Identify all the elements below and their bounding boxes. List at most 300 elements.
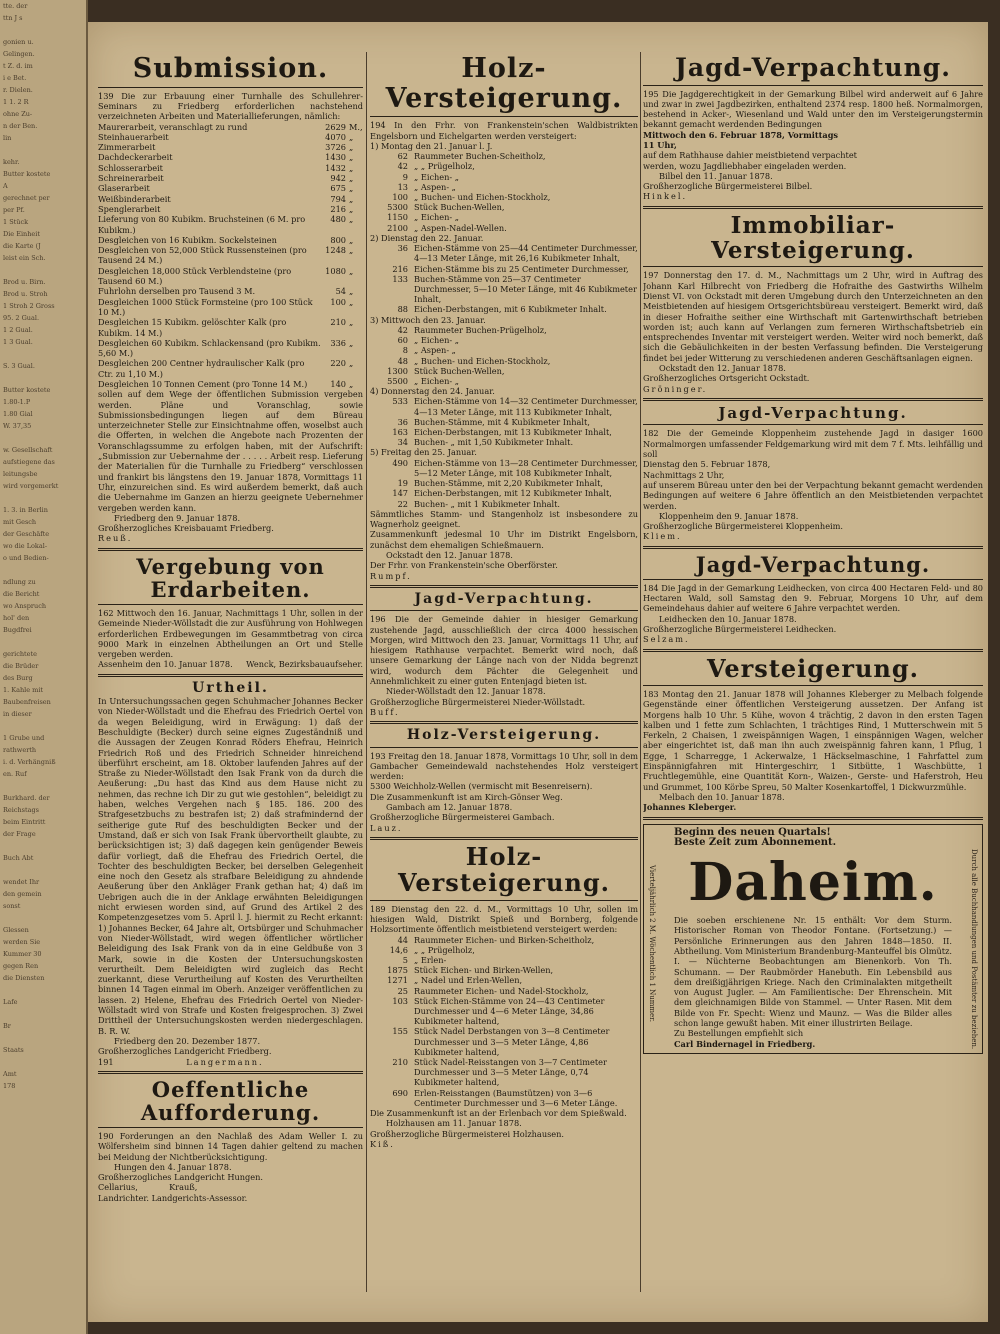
column-1 xyxy=(98,22,363,1322)
list-item-quantity: 533 xyxy=(392,396,408,407)
left-page-fragment: 1.80 Gial xyxy=(3,410,33,418)
submission-item-value: 480 xyxy=(330,214,346,225)
left-page-fragment: per Pf. xyxy=(3,206,25,214)
aufforderung-dateline: Hungen den 4. Januar 1878. xyxy=(114,1161,232,1172)
list-item xyxy=(370,396,638,416)
submission-item-unit: „ xyxy=(349,203,354,214)
list-item-description: „ Nadel und Erlen-Wellen, xyxy=(414,975,523,986)
list-item-description: „ Eichen- „ xyxy=(414,335,460,346)
left-page-fragment xyxy=(0,984,86,996)
list-item-description: Buchen-Stämme, mit 4 Kubikmeter Inhalt, xyxy=(414,416,590,427)
left-page-fragment: der Frage xyxy=(3,830,36,838)
holz1-list-5 xyxy=(370,458,638,509)
list-item xyxy=(370,192,638,202)
list-item-quantity: 216 xyxy=(392,263,408,274)
left-page-fragment: Bugdfrei xyxy=(3,626,32,634)
jagd3-body: 184 Die Jagd in der Gemarkung Leidhecken, von circa 400 Hectaren Feld- und 80 Hectaren Wald, soll Samstag den 9. Februar, Morgens 10 Uhr, auf dem Gemeindehaus dahier auf weitere 6 Jahre verpachtet werden. xyxy=(643,582,983,614)
left-page-fragment: S. 3 Gual. xyxy=(3,362,35,370)
jagd1-tail: werden, wozu Jagdliebhaber eingeladen werden. xyxy=(643,160,847,171)
submission-item-unit: „ xyxy=(349,379,354,389)
list-item-quantity: 5300 xyxy=(387,202,408,213)
newspaper-page xyxy=(88,22,988,1322)
list-item-quantity: 133 xyxy=(392,273,408,284)
submission-item-value: 100 xyxy=(330,296,346,307)
left-page-fragment: Baubenfreisen xyxy=(3,698,51,706)
list-item xyxy=(370,478,638,488)
left-page-fragment: Reichstags xyxy=(3,806,39,814)
submission-item-row xyxy=(98,173,363,183)
submission-item-row xyxy=(98,122,363,132)
holz2-signer: Lauz. xyxy=(370,822,403,833)
left-page-fragment: Buch Abt xyxy=(3,854,34,862)
left-page-fragment: in dieser xyxy=(3,710,32,718)
submission-item-unit: „ xyxy=(349,265,354,276)
submission-item-row xyxy=(98,214,363,235)
list-item xyxy=(370,161,638,171)
left-page-fragment: Butter kostete xyxy=(3,386,51,394)
list-item xyxy=(370,458,638,478)
jagd2-tail: auf unserem Büreau unter den bei der Verpachtung bekannt gemacht werdenden Bedingungen auf weitere 6 Jahre öffentlich an den Meistbietenden verpachtet werden. xyxy=(643,479,983,511)
list-item-quantity: 44 xyxy=(397,934,408,945)
list-item-description: Eichen-Stämme von 14—32 Centimeter Durchmesser, 4—13 Meter Länge, mit 113 Kubikmeter Inhalt, xyxy=(414,396,638,417)
left-page-fragment: beim Eintritt xyxy=(3,818,46,826)
list-item-quantity: 25 xyxy=(397,985,408,996)
list-item xyxy=(370,345,638,355)
aufforderung-signer-2: Landrichter. Landgerichts-Assessor. xyxy=(98,1192,248,1203)
left-page-fragment xyxy=(0,264,86,276)
jagd2-when2: Nachmittags 2 Uhr, xyxy=(643,469,725,480)
submission-intro: 139 Die zur Erbauung einer Turnhalle des Schullehrer-Seminars zu Friedberg erforderlichen nachstehend verzeichneten Arbeiten und Materiallieferungen, nämlich: xyxy=(98,90,363,122)
left-page-fragment: Kummer 30 xyxy=(3,950,42,958)
submission-item-value: 4070 xyxy=(325,131,346,142)
versteigerung-body: 183 Montag den 21. Januar 1878 will Johannes Kleberger zu Melbach folgende Gegenstände einer öffentlichen Versteigerung aussetzen. Der Anfang ist Morgens halb 10 Uhr. 5 Kühe, wovon 4 trächtig, 2 davon in den ersten Tagen kalben und 1 fette zum Schlachten, 1 trächtiges Rind, 1 Mutterschwein mit 5 Ferkeln, 2 Chaisen, 1 zweispännigen Wagen, 1 einspännigen Wagen, welcher aber eingerichtet ist, daß man ihn auch zweispännig fahren kann, 1 Pflug, 1 Egge, 1 Scharregge, 1 Ackerwalze, 1 Häckselmaschine, 1 Fahrfattel zum Einspännigfahren mit Hintergeschirr, 1 Sitbütte, 1 Waschbütte, 1 Fruchtlegemühle, eine Quantität Korn-, Waizen-, Gerste- und Haferstroh, Heu und Grummet, 100 Körbe Spreu, 50 Malter Kosenkartoffel, 1 Dickwurzmühle. xyxy=(643,688,983,792)
list-item-quantity: 34 xyxy=(397,437,408,448)
left-page-fragment: wo die Lokal- xyxy=(3,542,48,550)
left-page-fragment xyxy=(0,564,86,576)
submission-item-value: 210 xyxy=(330,317,346,328)
left-page-edge xyxy=(0,0,88,1334)
list-item-quantity: 8 xyxy=(402,345,408,356)
left-page-fragment xyxy=(0,1056,86,1068)
holz2-body: 193 Freitag den 18. Januar 1878, Vormittags 10 Uhr, soll in dem Gambacher Gemeindewald nachstehendes Holz versteigert werden: xyxy=(370,750,638,782)
list-item-quantity: 36 xyxy=(397,243,408,254)
list-item-quantity: 490 xyxy=(392,457,408,468)
list-item xyxy=(370,1026,638,1057)
list-item-description: Erlen-Reisstangen (Baumstützen) von 3—6 Centimeter Durchmesser und 3—6 Meter Länge. xyxy=(414,1087,618,1108)
submission-item-value: 1432 xyxy=(325,162,346,173)
jagd3-title: Jagd-Verpachtung. xyxy=(695,551,931,577)
list-item-quantity: 42 xyxy=(397,161,408,172)
holz3-title: Holz-Versteigerung. xyxy=(397,841,611,898)
submission-item-row xyxy=(98,358,363,379)
immobiliar-dateline: Ockstadt den 12. Januar 1878. xyxy=(659,363,786,374)
immobiliar-signoff: Großherzogliches Ortsgericht Ockstadt. xyxy=(643,373,810,384)
list-item-quantity: 62 xyxy=(397,151,408,162)
list-item xyxy=(370,202,638,212)
left-page-fragment: leitungsbe xyxy=(3,470,38,478)
left-page-fragment xyxy=(0,24,86,36)
left-page-fragment: kehr. xyxy=(3,158,20,166)
submission-item-value: 800 xyxy=(330,234,346,245)
jagd2-dateline: Kloppenheim den 9. Januar 1878. xyxy=(659,510,799,521)
list-item-quantity: 690 xyxy=(392,1087,408,1098)
list-item-description: Stück Buchen-Wellen, xyxy=(414,365,505,376)
submission-item-unit: „ xyxy=(349,142,354,153)
list-item-description: Eichen-Stämme von 25—44 Centimeter Durchmesser, 4—13 Meter Länge, mit 26,16 Kubikmeter Inhalt, xyxy=(414,243,638,264)
list-item xyxy=(370,427,638,437)
left-page-fragment: 95. 2 Gual. xyxy=(3,314,40,322)
immobiliar-title: Immobiliar-Versteigerung. xyxy=(711,211,915,265)
jagd1-title: Jagd-Verpachtung. xyxy=(675,53,951,82)
list-item xyxy=(370,335,638,345)
submission-item-row xyxy=(98,152,363,162)
submission-item-unit: „ xyxy=(349,296,354,307)
left-page-fragment xyxy=(0,492,86,504)
list-item-description: „ Buchen- und Eichen-Stockholz, xyxy=(414,192,551,203)
submission-item-row xyxy=(98,194,363,204)
list-item xyxy=(370,182,638,192)
submission-item-unit: „ xyxy=(349,162,354,173)
left-page-fragment: Br xyxy=(3,1022,11,1030)
holz1-day1: 1) Montag den 21. Januar l. J. xyxy=(370,140,493,151)
left-page-fragment: Lafe xyxy=(3,998,18,1006)
list-item-quantity: 19 xyxy=(397,478,408,489)
submission-item-unit: „ xyxy=(349,358,354,369)
list-item-quantity: 103 xyxy=(392,995,408,1006)
list-item xyxy=(370,935,638,945)
left-page-fragment: der Geschäfte xyxy=(3,530,50,538)
list-item-description: Raummeter Eichen- und Nadel-Stockholz, xyxy=(414,985,589,996)
submission-item-row xyxy=(98,142,363,152)
jagd1-dateline: Bilbel den 11. Januar 1878. xyxy=(659,170,773,181)
submission-item-name: Glaserarbeit xyxy=(98,183,150,194)
left-page-fragment xyxy=(0,840,86,852)
left-page-fragment xyxy=(0,1032,86,1044)
left-page-fragment: ttn J s xyxy=(3,14,23,22)
list-item-quantity: 14,6 xyxy=(389,944,408,955)
urtheil-signoff: Großherzogliches Landgericht Friedberg. xyxy=(98,1046,272,1057)
submission-body: sollen auf dem Wege der öffentlichen Submission vergeben werden. Pläne und Voranschlag, sowie Submissionsbedingungen liegen auf dem Büreau unterzeichneter Stelle zur Einsichtnahme offen, woselbst auch die Offerten, in welchen die Angebote nach Prozenten der Voranschlagssumme zu erfolgen haben, mit der Aufschrift: „Submission zur Uebernahme der . . . . . Arbeit resp. Lieferung der Materialien für die Turnhalle zu Friedberg“ verschlossen und frankirt bis längstens den 19. Januar 1878, Vormittags 11 Uhr, einzureichen sind. Es wird außerdem bemerkt, daß auch die Uebernahme im Ganzen an hierzu geeignete Uebernehmer vergeben werden kann. xyxy=(98,389,363,513)
submission-signoff: Großherzogliches Kreisbauamt Friedberg. xyxy=(98,523,274,534)
submission-item-value: 675 xyxy=(330,183,346,194)
submission-item-value: 3726 xyxy=(325,142,346,153)
holz3-signoff: Großherzogliche Bürgermeisterei Holzhausen. xyxy=(370,1128,565,1139)
submission-item-name: Desgleichen von 52,000 Stück Russensteinen (pro Tausend 24 M.) xyxy=(98,245,307,266)
daheim-seller: Carl Bindernagel in Friedberg. xyxy=(674,1038,816,1049)
aufforderung-signoff: Großherzogliches Landgericht Hungen. xyxy=(98,1172,263,1183)
versteigerung-title: Versteigerung. xyxy=(706,653,920,683)
list-item xyxy=(370,437,638,447)
left-page-fragment: 1 1. 2 R xyxy=(3,98,29,106)
immobiliar-body: 197 Donnerstag den 17. d. M., Nachmittags um 2 Uhr, wird in Auftrag des Johann Karl Hilbrecht von Friedberg die Hofraithe des Gastwirths Wilhelm Dienst VI. von Ockstadt mit deren Umgebung durch den Unterzeichneten an den Meistbietenden auf hiesigem Ortsgerichtsbüreau versteigert. Bemerkt wird, daß in dieser Hofraithe seither eine Wirthschaft mit Gartenwirthschaft betrieben worden ist; auch kann auf Verlangen zum ferneren Wirthschaftsbetrieb ein entsprechendes Inventar mit versteigert werden. Weiter wird noch bemerkt, daß sich die Gebäulichkeiten in der besten Verfassung befinden. Die Versteigerung findet bei jeder Witterung zu verschiedenen anderen Geschäftsanlagen eignen. xyxy=(643,270,983,363)
holz1-note: Sämmtliches Stamm- und Stangenholz ist insbesondere zu Wagnerholz geeignet. xyxy=(370,508,638,530)
aufforderung-body: 190 Forderungen an den Nachlaß des Adam Weller I. zu Wölfersheim sind binnen 14 Tagen dahier geltend zu machen bei Meidung der Nichtberücksichtigung. xyxy=(98,1130,363,1162)
daheim-ad xyxy=(643,824,983,1054)
left-page-fragment xyxy=(0,372,86,384)
holz3-dateline: Holzhausen am 11. Januar 1878. xyxy=(386,1118,522,1129)
holz2-meet: Die Zusammenkunft ist am Kirch-Gönser Weg. xyxy=(370,791,563,802)
left-page-fragment: A xyxy=(3,182,8,190)
left-page-fragment: lin xyxy=(3,134,12,142)
jagd2-title: Jagd-Verpachtung. xyxy=(718,403,908,422)
list-item-quantity: 9 xyxy=(402,171,408,182)
aufforderung-title: Oeffentliche Aufforderung. xyxy=(140,1076,321,1125)
daheim-left-vertical: Vierteljährlich 2 M. Wöchentlich 1 Nummer. xyxy=(648,864,656,1022)
jagd2-when1: Dienstag den 5. Februar 1878, xyxy=(643,459,771,470)
submission-item-value: 336 xyxy=(330,337,346,348)
submission-items-table xyxy=(98,122,363,390)
list-item xyxy=(370,376,638,386)
left-page-fragment: 1.80-1.P xyxy=(3,398,31,406)
list-item-quantity: 5500 xyxy=(387,375,408,386)
submission-item-name: Desgleichen 1000 Stück Formsteine (pro 100 Stück 10 M.) xyxy=(98,296,313,317)
list-item-description: Stück Eichen- und Birken-Wellen, xyxy=(414,965,554,976)
submission-item-unit: M., xyxy=(349,121,363,132)
jagd1-when1: Mittwoch den 6. Februar 1878, Vormittags xyxy=(643,129,839,140)
list-item-description: „ Eichen- „ xyxy=(414,375,460,386)
vergebung-title: Vergebung von Erdarbeiten. xyxy=(136,553,325,602)
left-page-fragment: Staats xyxy=(3,1046,24,1054)
list-item xyxy=(370,366,638,376)
list-item xyxy=(370,499,638,509)
left-page-fragment: gerichtete xyxy=(3,650,37,658)
holz3-list xyxy=(370,935,638,1108)
left-page-fragment: 1 Grube und xyxy=(3,734,45,742)
list-item-quantity: 100 xyxy=(392,192,408,203)
submission-item-unit: „ xyxy=(349,214,354,225)
left-page-fragment: 1 2 Gual. xyxy=(3,326,33,334)
list-item-description: Buchen- „ mit 1 Kubikmeter Inhalt. xyxy=(414,498,561,509)
list-item-description: Raummeter Buchen-Prügelholz, xyxy=(414,324,547,335)
list-item-quantity: 1875 xyxy=(387,965,408,976)
urtheil-title: Urtheil. xyxy=(192,679,269,696)
jagd-c2-signer: Buff. xyxy=(370,706,400,717)
versteigerung-signer: Johannes Kleberger. xyxy=(643,802,737,813)
left-page-fragment: 178 xyxy=(3,1082,16,1090)
submission-item-unit: „ xyxy=(349,173,354,184)
vergebung-body: 162 Mittwoch den 16. Januar, Nachmittags 1 Uhr, sollen in der Gemeinde Nieder-Wöllstadt die zur Ausführung von Hohlwegen erforderlichen Erdbewegungen im Gesammtbetrag von circa 9000 Mark in einzelnen Abtheilungen an Ort und Stelle vergeben werden. xyxy=(98,607,363,660)
daheim-body: Die soeben erschienene Nr. 15 enthält: Vor dem Sturm. Historischer Roman von Theodor Fontane. (Fortsetzung.) — Persönliche Erinnerungen aus den Jahren 1848—1850. II. Abtheilung. Vom Ministerium Brandenburg-Manteuffel bis Olmütz. I. — Nüchterne Beobachtungen am Bienenkorb. Von Th. Schumann. — Der Raubmörder Hanebuth. Ein Lebensbild aus dem dreißigjährigen Kriege. Nach den Criminalakten mitgetheilt von August Jugler. — Am Familientische: Der Ehrenschein. Mit dem gleichnamigen Bilde von Stammel. — Unter Rasen. Mit dem Bilde von Fr. Specht: Wienz und Maunz. — Was die Bilder alles schon lange gewußt haben. Mit einer illustrirten Beilage. xyxy=(674,915,952,1029)
list-item-description: Eichen-Stämme bis zu 25 Centimeter Durchmesser, xyxy=(414,263,629,274)
holz2-signoff: Großherzogliche Bürgermeisterei Gambach. xyxy=(370,812,555,823)
left-page-fragment xyxy=(0,720,86,732)
list-item xyxy=(370,274,638,305)
list-item xyxy=(370,1088,638,1108)
list-item xyxy=(370,996,638,1027)
left-page-fragment: ndlung zu xyxy=(3,578,36,586)
holz1-list-4 xyxy=(370,396,638,447)
left-page-fragment: r. Dielen. xyxy=(3,86,33,94)
list-item xyxy=(370,264,638,274)
list-item-description: Eichen-Stämme von 13—28 Centimeter Durchmesser, 5—12 Meter Länge, mit 108 Kubikmeter Inhalt, xyxy=(414,457,638,478)
holz1-signer: Rumpf. xyxy=(370,570,412,581)
list-item-description: Stück Buchen-Wellen, xyxy=(414,202,505,213)
list-item-quantity: 36 xyxy=(397,416,408,427)
left-page-fragment: die Bericht xyxy=(3,590,40,598)
vergebung-dateline: Assenheim den 10. Januar 1878. xyxy=(98,659,233,670)
left-page-fragment: t Z. d. im xyxy=(3,62,33,70)
submission-item-unit: „ xyxy=(349,245,354,256)
left-page-fragment: sonst xyxy=(3,902,21,910)
list-item-quantity: 155 xyxy=(392,1026,408,1037)
submission-item-row xyxy=(98,379,363,389)
left-page-fragment: des Burg xyxy=(3,674,33,682)
jagd2-signer: Kliem. xyxy=(643,531,682,542)
submission-item-value: 2629 xyxy=(325,121,346,132)
list-item-description: „ „ Prügelholz, xyxy=(414,161,475,172)
holz3-signer: Kiß. xyxy=(370,1138,395,1149)
list-item-description: Eichen-Derbstangen, mit 13 Kubikmeter Inhalt, xyxy=(414,427,612,438)
left-page-fragment: 1 3 Gual. xyxy=(3,338,33,346)
jagd3-dateline: Leidhecken den 10. Januar 1878. xyxy=(659,613,797,624)
holz2-item: 5300 Weichholz-Wellen (vermischt mit Besenreisern). xyxy=(370,781,593,792)
submission-item-name: Desgleichen von 16 Kubikm. Sockelsteinen xyxy=(98,234,277,245)
left-page-fragment: mit Gesch xyxy=(3,518,37,526)
submission-item-name: Schlosserarbeit xyxy=(98,162,163,173)
holz1-day3: 3) Mittwoch den 23. Januar. xyxy=(370,314,486,325)
jagd3-signoff: Großherzogliche Bürgermeisterei Leidhecken. xyxy=(643,623,837,634)
left-page-fragment: 1. 3. in Berlin xyxy=(3,506,48,514)
left-page-fragment: Die Einheit xyxy=(3,230,40,238)
submission-item-unit: „ xyxy=(349,152,354,163)
holz1-day5: 5) Freitag den 25. Januar. xyxy=(370,447,477,458)
left-page-fragment: hol' den xyxy=(3,614,30,622)
submission-item-name: Desgleichen 15 Kubikm. gelöschter Kalk (pro Kubikm. 14 M.) xyxy=(98,317,287,338)
left-page-fragment: Amt xyxy=(3,1070,17,1078)
left-page-fragment xyxy=(0,1008,86,1020)
submission-item-name: Maurerarbeit, veranschlagt zu rund xyxy=(98,121,248,132)
jagd-c2-dateline: Nieder-Wöllstadt den 12. Januar 1878. xyxy=(386,686,546,697)
submission-item-value: 220 xyxy=(330,358,346,369)
left-page-fragment: 1 Stroh 2 Gross xyxy=(3,302,55,310)
list-item-description: Eichen-Derbstangen, mit 6 Kubikmeter Inhalt. xyxy=(414,304,607,315)
urtheil-number: 191 xyxy=(98,1056,114,1067)
list-item xyxy=(370,488,638,498)
submission-dateline: Friedberg den 9. Januar 1878. xyxy=(114,512,241,523)
left-page-fragment xyxy=(0,432,86,444)
submission-item-unit: „ xyxy=(349,193,354,204)
left-page-fragment: rathwerth xyxy=(3,746,37,754)
left-page-fragment: Brod u. Stroh xyxy=(3,290,48,298)
submission-item-unit: „ xyxy=(349,131,354,142)
versteigerung-dateline: Melbach den 10. Januar 1878. xyxy=(659,791,785,802)
list-item-quantity: 147 xyxy=(392,488,408,499)
list-item-quantity: 48 xyxy=(397,355,408,366)
list-item-description: „ Eichen- „ xyxy=(414,171,460,182)
submission-item-name: Steinhauerarbeit xyxy=(98,131,169,142)
column-rule xyxy=(366,52,367,1292)
list-item xyxy=(370,417,638,427)
list-item-quantity: 60 xyxy=(397,335,408,346)
left-page-fragment: Brod u. Birn. xyxy=(3,278,46,286)
holz1-title: Holz-Versteigerung. xyxy=(385,53,623,114)
list-item xyxy=(370,986,638,996)
list-item-quantity: 13 xyxy=(397,181,408,192)
daheim-title: Daheim. xyxy=(688,852,938,914)
left-page-fragment: o und Bedien- xyxy=(3,554,49,562)
submission-signer: Reuß. xyxy=(98,533,133,544)
holz1-list-1 xyxy=(370,151,638,233)
holz3-intro: 189 Dienstag den 22. d. M., Vormittags 10 Uhr, sollen im hiesigen Wald, Distrikt Spieß und Bornberg, folgende Holzsortimente öffentlich meistbietend versteigert werden: xyxy=(370,903,638,935)
holz1-signoff: Der Frhr. von Frankenstein'sche Oberförster. xyxy=(370,560,558,571)
list-item-quantity: 88 xyxy=(397,304,408,315)
jagd1-signer: Hinkel. xyxy=(643,191,688,202)
list-item xyxy=(370,304,638,314)
submission-item-name: Fuhrlohn derselben pro Tausend 3 M. xyxy=(98,286,256,297)
list-item xyxy=(370,172,638,182)
list-item-quantity: 163 xyxy=(392,427,408,438)
submission-item-row xyxy=(98,235,363,245)
list-item xyxy=(370,325,638,335)
submission-item-row xyxy=(98,297,363,318)
list-item xyxy=(370,356,638,366)
holz1-meet: Zusammenkunft jedesmal 10 Uhr im Distrikt Engelsborn, zunächst dem ehemaligen Schießmauern. xyxy=(370,529,638,550)
left-page-fragment: leist ein Sch. xyxy=(3,254,46,262)
jagd-c2-signoff: Großherzogliche Bürgermeisterei Nieder-Wöllstadt. xyxy=(370,696,586,707)
submission-item-row xyxy=(98,204,363,214)
left-page-fragment: gegen Ren xyxy=(3,962,39,970)
list-item-quantity: 42 xyxy=(397,324,408,335)
list-item-description: Stück Nadel-Reisstangen von 3—7 Centimeter Durchmesser und 3—5 Meter Länge, 0,74 Kubikmeter haltend, xyxy=(414,1057,607,1088)
list-item-description: „ Aspen- „ xyxy=(414,345,456,356)
list-item-description: „ „ Prügelholz, xyxy=(414,944,475,955)
holz1-list-3 xyxy=(370,325,638,386)
submission-item-unit: „ xyxy=(349,317,354,328)
left-page-fragment: die Karte (J xyxy=(3,242,41,250)
list-item-quantity: 210 xyxy=(392,1057,408,1068)
left-page-fragment: Burkhard. der xyxy=(3,794,50,802)
submission-item-row xyxy=(98,183,363,193)
column-3 xyxy=(643,22,983,1322)
left-page-fragment: Gelingen. xyxy=(3,50,35,58)
submission-item-name: Desgleichen 18,000 Stück Verblendsteine (pro Tausend 60 M.) xyxy=(98,265,292,287)
submission-item-value: 54 xyxy=(335,286,346,297)
holz1-list-2 xyxy=(370,243,638,314)
left-page-fragment: Butter kostete xyxy=(3,170,51,178)
left-page-fragment xyxy=(0,636,86,648)
submission-item-name: Schreinerarbeit xyxy=(98,173,164,184)
list-item-quantity: 1150 xyxy=(387,212,408,223)
submission-item-row xyxy=(98,266,363,287)
list-item-description: Raummeter Buchen-Scheitholz, xyxy=(414,151,546,162)
jagd2-signoff: Großherzogliche Bürgermeisterei Kloppenheim. xyxy=(643,521,844,532)
aufforderung-signer-1: Cellarius, Krauß, xyxy=(98,1182,198,1193)
left-page-fragment: die Diensten xyxy=(3,974,45,982)
jagd1-when3: auf dem Rathhause dahier meistbietend verpachtet xyxy=(643,150,857,161)
left-page-fragment: 1 Stück xyxy=(3,218,29,226)
list-item-quantity: 2100 xyxy=(387,222,408,233)
left-page-fragment xyxy=(0,912,86,924)
left-page-fragment xyxy=(0,348,86,360)
list-item-quantity: 1271 xyxy=(387,975,408,986)
holz1-dateline: Ockstadt den 12. Januar 1878. xyxy=(386,549,513,560)
vergebung-signer: Wenck, Bezirksbauaufseher. xyxy=(246,659,363,670)
jagd-c2-title: Jagd-Verpachtung. xyxy=(414,590,594,607)
list-item xyxy=(370,955,638,965)
left-page-fragment: gerechnet per xyxy=(3,194,50,202)
list-item-description: „ Aspen- „ xyxy=(414,181,456,192)
submission-item-unit: „ xyxy=(349,286,354,297)
submission-item-unit: „ xyxy=(349,234,354,245)
submission-item-name: Dachdeckerarbeit xyxy=(98,152,173,163)
list-item-description: „ Buchen- und Eichen-Stockholz, xyxy=(414,355,551,366)
left-page-fragment: wird vorgemerkt xyxy=(3,482,59,490)
submission-item-value: 140 xyxy=(330,379,346,389)
submission-item-value: 1080 xyxy=(325,265,346,276)
left-page-fragment: n der Ben. xyxy=(3,122,38,130)
holz2-dateline: Gambach am 12. Januar 1878. xyxy=(386,802,513,813)
submission-title: Submission. xyxy=(132,53,329,84)
